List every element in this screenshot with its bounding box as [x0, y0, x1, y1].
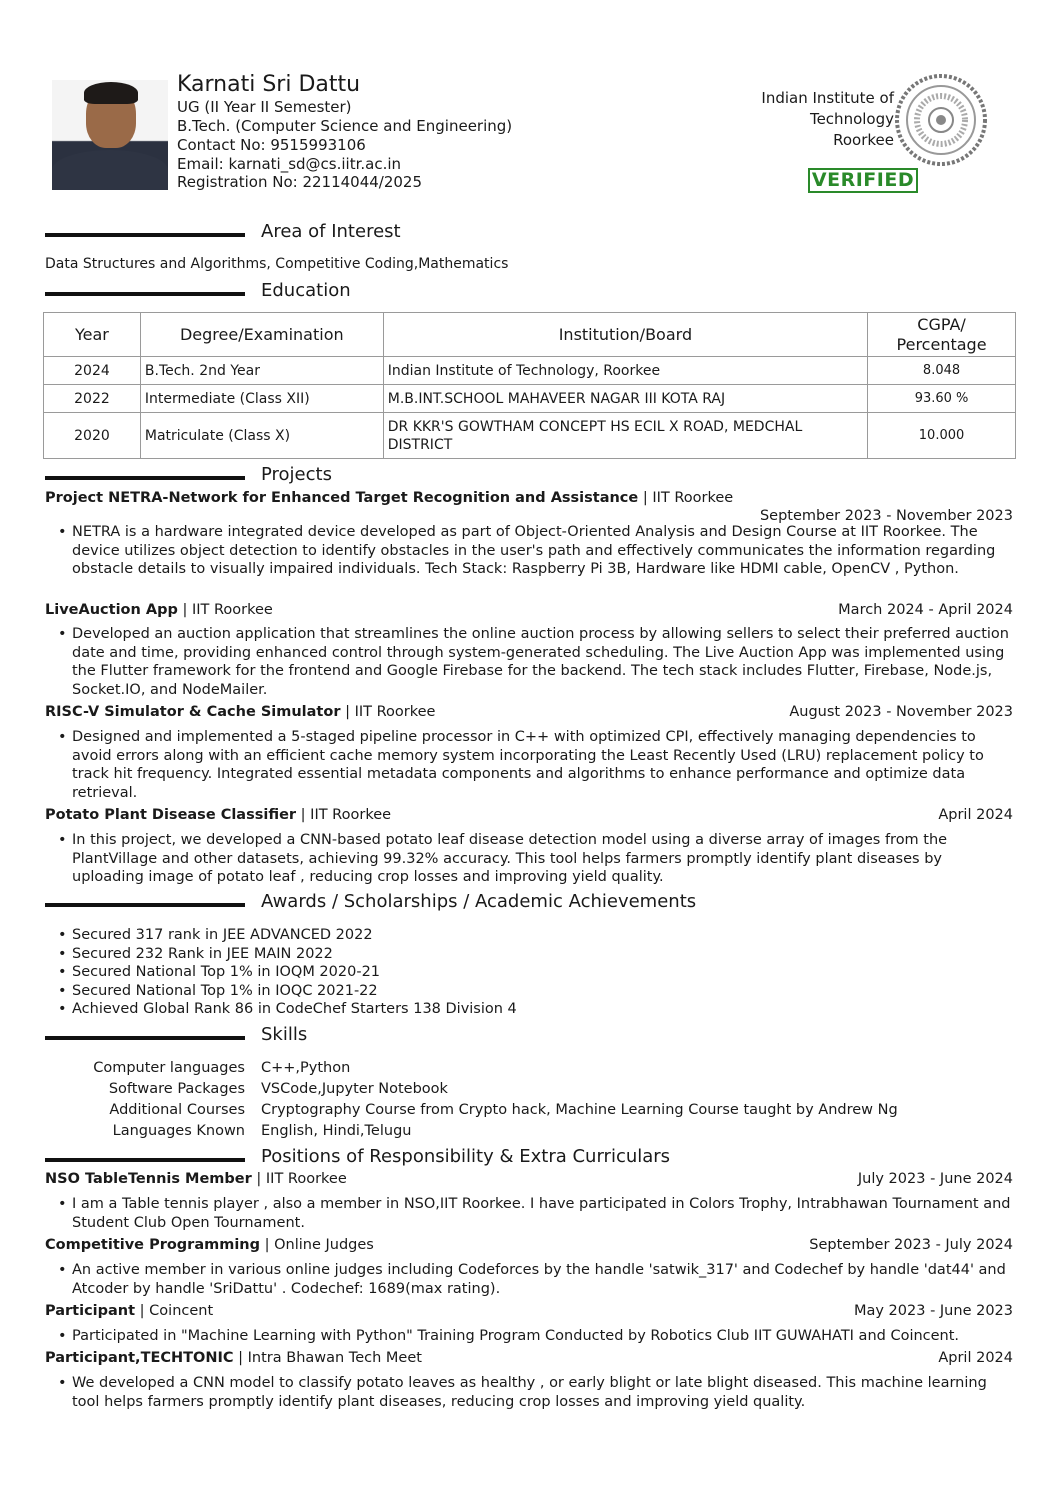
project-potato-title: Potato Plant Disease Classifier | IIT Roorkee April 2024	[45, 807, 1013, 823]
project-netra-date: September 2023 - November 2023	[759, 508, 1013, 524]
list-item: • Secured 317 rank in JEE ADVANCED 2022	[58, 926, 517, 945]
candidate-name: Karnati Sri Dattu	[177, 72, 361, 97]
list-item: • We developed a CNN model to classify potato leaves as healthy , or early blight or late blight diseased. This machine learning tool helps farmers promptly identify plant diseases, reducing crop losses and improving yield quality.	[58, 1375, 987, 1410]
list-item: • I am a Table tennis player , also a member in NSO,IIT Roorkee. I have participated in Colors Trophy, Intrabhawan Tournament and Student Club Open Tournament.	[58, 1196, 1011, 1231]
education-table	[43, 312, 1016, 459]
registration-line: Registration No: 22114044/2025	[177, 173, 423, 191]
list-item: • NETRA is a hardware integrated device developed as part of Object-Oriented Analysis and Design Course at IIT Roorkee. The device utilizes object detection to identify obstacles in the user's path and effectively communicates the information regarding obstacle details to visually impaired individuals. Tech Stack: Raspberry Pi 3B, Hardware like HDMI cable, OpenCV , Python.	[58, 524, 996, 578]
contact-line: Contact No: 9515993106	[177, 136, 366, 154]
position-coincent-title: Participant | Coincent May 2023 - June 2023	[45, 1303, 1013, 1319]
list-item: • Participated in "Machine Learning with Python" Training Program Conducted by Robotics Club IIT GUWAHATI and Coincent.	[58, 1328, 960, 1344]
table-row: 2024 B.Tech. 2nd Year Indian Institute of Technology, Roorkee 8.048	[44, 357, 1016, 385]
col-degree: Degree/Examination	[140, 313, 383, 357]
semester-line: UG (II Year II Semester)	[177, 98, 352, 116]
list-item: • In this project, we developed a CNN-based potato leaf disease detection model using a diverse array of images from the PlantVillage and other datasets, achieving 99.32% accuracy. This tool helps farmers promptly identify plant diseases by uploading image of potato leaf , reducing crop losses and improving yield quality.	[58, 832, 948, 886]
skill-row: Languages Known English, Hindi,Telugu	[112, 1123, 412, 1139]
list-item: • An active member in various online judges including Codeforces by the handle 'satwik_317' and Codechef by handle 'dat44' and Atcoder by handle 'SriDattu' . Codechef: 1689(max rating).	[58, 1262, 1006, 1297]
table-row: 2022 Intermediate (Class XII) M.B.INT.SCHOOL MAHAVEER NAGAR III KOTA RAJ 93.60 %	[44, 385, 1016, 413]
profile-photo	[52, 80, 168, 190]
skill-row: Software Packages VSCode,Jupyter Notebook	[108, 1081, 448, 1097]
skills-list	[45, 1058, 898, 1142]
email-line: Email: karnati_sd@cs.iitr.ac.in	[177, 155, 402, 173]
list-item: • Developed an auction application that streamlines the online auction process by allowing sellers to select their preferred auction date and time, providing enhanced control through system-generated scheduling. The Live Auction App was implemented using the Flutter framework for the frontend and Google Firebase for the backend. The tech stack includes Flutter, Firebase, Node.js, Socket.IO, and NodeMailer.	[58, 626, 1009, 699]
institute-name: Indian Institute of Technology Roorkee	[761, 89, 894, 149]
col-year: Year	[44, 313, 141, 357]
list-item: • Secured National Top 1% in IOQC 2021-22	[58, 982, 517, 1001]
list-item: • Designed and implemented a 5-staged pipeline processor in C++ with optimized CPI, effectively managing dependencies to avoid errors along with an efficient cache memory system incorporating the Least Recently Used (LRU) replacement policy to track hit frequency. Integrated essential metadata components and algorithms to enhance performance and optimize data retrieval.	[58, 729, 984, 802]
col-score: CGPA/ Percentage	[868, 313, 1016, 357]
project-netra-title: Project NETRA-Network for Enhanced Target Recognition and Assistance | IIT Roorkee	[45, 490, 734, 506]
list-item: • Secured National Top 1% in IOQM 2020-21	[58, 963, 517, 982]
col-institution: Institution/Board	[383, 313, 867, 357]
list-item: • Achieved Global Rank 86 in CodeChef Starters 138 Division 4	[58, 1000, 517, 1019]
skill-row: Computer languages C++,Python	[93, 1060, 351, 1076]
position-techtonic-title: Participant,TECHTONIC | Intra Bhawan Tech Meet April 2024	[45, 1350, 1013, 1366]
project-riscv-title: RISC-V Simulator & Cache Simulator | IIT Roorkee August 2023 - November 2023	[45, 704, 1013, 720]
interest-text: Data Structures and Algorithms, Competitive Coding,Mathematics	[45, 256, 509, 272]
list-item: • Secured 232 Rank in JEE MAIN 2022	[58, 945, 517, 964]
skill-row: Additional Courses Cryptography Course from Crypto hack, Machine Learning Course taught by Andrew Ng	[109, 1102, 898, 1118]
verified-badge: VERIFIED	[808, 168, 918, 193]
position-nso-title: NSO TableTennis Member | IIT Roorkee July 2023 - June 2024	[45, 1171, 1013, 1187]
institute-seal-icon	[893, 72, 989, 168]
degree-line: B.Tech. (Computer Science and Engineering)	[177, 117, 513, 135]
project-liveauction-title: LiveAuction App | IIT Roorkee March 2024 - April 2024	[45, 602, 1013, 618]
awards-list	[58, 926, 517, 1019]
table-row: 2020 Matriculate (Class X) DR KKR'S GOWTHAM CONCEPT HS ECIL X ROAD, MEDCHAL DISTRICT 10.000	[44, 413, 1016, 459]
position-cp-title: Competitive Programming | Online Judges September 2023 - July 2024	[45, 1237, 1013, 1253]
